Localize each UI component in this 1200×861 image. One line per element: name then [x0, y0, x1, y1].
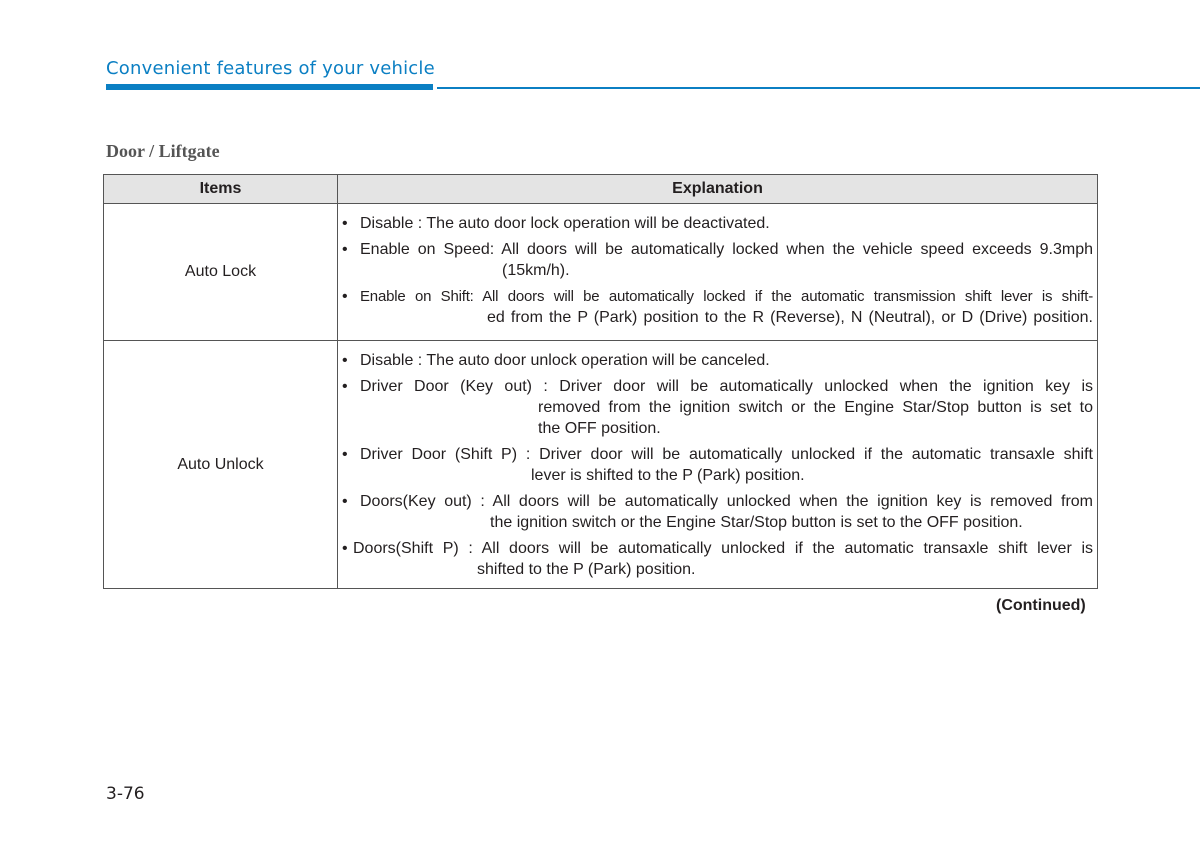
table-row [104, 204, 1098, 341]
explanation-auto-unlock [338, 341, 1098, 589]
explanation-line: the OFF position. [538, 420, 661, 437]
header-rule-thick [106, 84, 433, 90]
table-header-row [104, 175, 1098, 204]
explanation-line: Doors(Key out) : All doors will be automatically unlocked when the ignition key is removed from [360, 493, 1093, 510]
list-item: • Disable : The auto door unlock operation will be canceled. [341, 350, 1093, 371]
chapter-title: Convenient features of your vehicle [106, 58, 435, 79]
list-item: • Driver Door (Shift P) : Driver door will be automatically unlocked if the automatic transaxle shift lever is shifted to the P (Park) position. [342, 446, 1093, 484]
explanation-line: Driver Door (Key out) : Driver door will be automatically unlocked when the ignition key is [360, 378, 1093, 395]
table-row [104, 341, 1098, 589]
list-item: • Doors(Key out) : All doors will be automatically unlocked when the ignition key is removed from the ignition switch or the Engine Star/Stop button is set to the OFF position. [342, 493, 1093, 531]
explanation-line: Doors(Shift P) : All doors will be automatically unlocked if the automatic transaxle shift lever is [353, 540, 1093, 557]
column-header-items: Items [104, 175, 338, 204]
list-item: • Enable on Speed: All doors will be automatically locked when the vehicle speed exceeds 9.3mph (15km/h). [342, 241, 1093, 279]
explanation-line: Driver Door (Shift P) : Driver door will be automatically unlocked if the automatic transaxle shift [360, 446, 1093, 463]
list-item: • Disable : The auto door lock operation will be deactivated. [341, 213, 1093, 234]
header-rule-thin [437, 87, 1200, 89]
explanation-line: lever is shifted to the P (Park) position. [531, 467, 805, 484]
item-auto-lock: Auto Lock [104, 204, 338, 341]
explanation-line: shifted to the P (Park) position. [477, 561, 696, 578]
list-item: • Driver Door (Key out) : Driver door will be automatically unlocked when the ignition key is removed from the ignition switch or the Engine Star/Stop button is set to the OFF position. [342, 378, 1093, 437]
list-item: • Enable on Shift: All doors will be automatically locked if the automatic transmission shift lever is shift- ed from the P (Park) position to the R (Reverse), N (Neutral), or D (Drive) position. [342, 288, 1093, 326]
explanation-line: removed from the ignition switch or the Engine Star/Stop button is set to [538, 399, 1093, 416]
page-number: 3-76 [106, 784, 145, 804]
explanation-line: the ignition switch or the Engine Star/Stop button is set to the OFF position. [490, 514, 1023, 531]
explanation-line: Disable : The auto door unlock operation will be canceled. [360, 352, 770, 369]
explanation-line: Enable on Speed: All doors will be automatically locked when the vehicle speed exceeds 9.3mph [360, 241, 1093, 258]
list-item: • Doors(Shift P) : All doors will be automatically unlocked if the automatic transaxle shift lever is shifted to the P (Park) position. [342, 540, 1093, 578]
continued-note: (Continued) [996, 597, 1086, 614]
explanation-line: Enable on Shift: All doors will be automatically locked if the automatic transmission shift lever is shift- [360, 288, 1093, 305]
explanation-line: Disable : The auto door lock operation will be deactivated. [360, 215, 770, 232]
explanation-line: (15km/h). [502, 262, 570, 279]
explanation-line: ed from the P (Park) position to the R (Reverse), N (Neutral), or D (Drive) position. [487, 309, 1093, 326]
explanation-auto-lock [338, 204, 1098, 341]
column-header-explanation: Explanation [338, 175, 1098, 204]
item-auto-unlock: Auto Unlock [104, 341, 338, 589]
section-title: Door / Liftgate [106, 141, 220, 161]
settings-table [103, 174, 1098, 589]
